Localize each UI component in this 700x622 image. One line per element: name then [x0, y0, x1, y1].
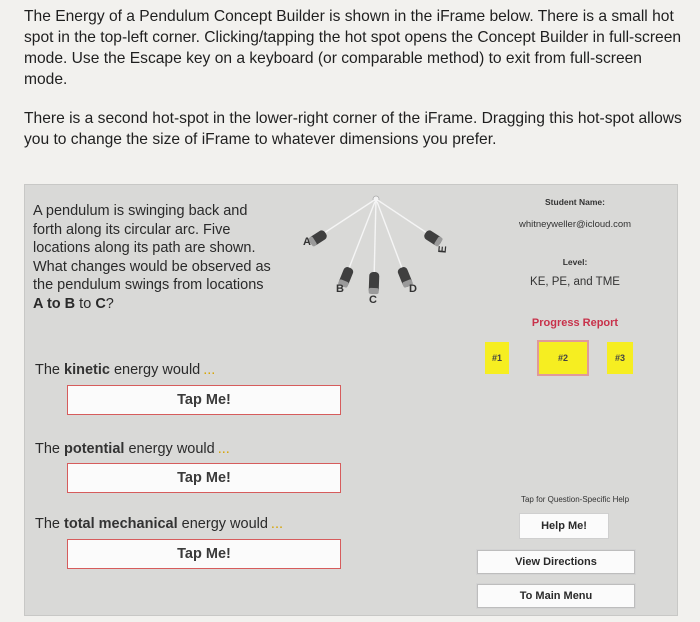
- potential-energy-tap-button[interactable]: Tap Me!: [67, 463, 341, 493]
- instructions-paragraph-2: There is a second hot-spot in the lower-right corner of the iFrame. Dragging this hot-spot allows you to change the size of iFrame to whatever dimensions you prefer.: [24, 110, 682, 148]
- level-label: Level:: [562, 257, 588, 267]
- pendulum-svg: [270, 191, 470, 303]
- location-c: C: [95, 295, 106, 312]
- main-menu-button[interactable]: To Main Menu: [477, 584, 635, 608]
- instructions-paragraph-1: The Energy of a Pendulum Concept Builder is shown in the iFrame below. There is a small hot spot in the top-left corner. Clicking/tapping the hot spot opens the Concept Builder in full-screen mode. Use the Escape key on a keyboard (or comparable method) to exit from full-screen mode.: [24, 8, 682, 88]
- concept-builder-iframe[interactable]: [24, 184, 678, 616]
- label-d: D: [409, 283, 417, 295]
- potential-energy-prompt: The potential energy would ...: [35, 441, 230, 457]
- pendulum-bob-c: [369, 272, 380, 294]
- progress-item-3: #3: [607, 342, 633, 374]
- total-mechanical-energy-prompt: The total mechanical energy would ...: [35, 516, 284, 532]
- label-a: A: [303, 236, 311, 248]
- sidebar: [473, 185, 677, 615]
- kinetic-energy-question: [35, 362, 215, 378]
- student-email: whitneyweller@icloud.com: [518, 219, 632, 230]
- total-mechanical-energy-question: [35, 516, 283, 532]
- student-name-label: Student Name:: [545, 197, 605, 207]
- instructions: [24, 6, 688, 168]
- total-mechanical-energy-tap-button[interactable]: Tap Me!: [67, 539, 341, 569]
- progress-item-1: #1: [485, 342, 509, 374]
- help-me-button[interactable]: Help Me!: [519, 513, 609, 539]
- kinetic-energy-prompt: The kinetic energy would ...: [35, 362, 216, 378]
- level-value: KE, PE, and TME: [530, 276, 620, 288]
- progress-item-2: #2: [537, 340, 589, 376]
- label-c: C: [369, 294, 377, 303]
- label-b: B: [336, 283, 344, 295]
- question-text: A pendulum is swinging back and forth along its circular arc. Five locations along its path are shown. What changes would be observed as the pendulum swings from locations A to B to C?: [33, 203, 271, 312]
- help-label: Tap for Question-Specific Help: [520, 495, 630, 504]
- pendulum-diagram: [270, 191, 470, 303]
- label-e: E: [436, 245, 450, 254]
- potential-energy-question: [35, 441, 230, 457]
- kinetic-energy-tap-button[interactable]: Tap Me!: [67, 385, 341, 415]
- progress-report-label[interactable]: Progress Report: [531, 317, 619, 329]
- pendulum-strings: [318, 199, 433, 281]
- view-directions-button[interactable]: View Directions: [477, 550, 635, 574]
- location-a-b: A to B: [33, 295, 76, 312]
